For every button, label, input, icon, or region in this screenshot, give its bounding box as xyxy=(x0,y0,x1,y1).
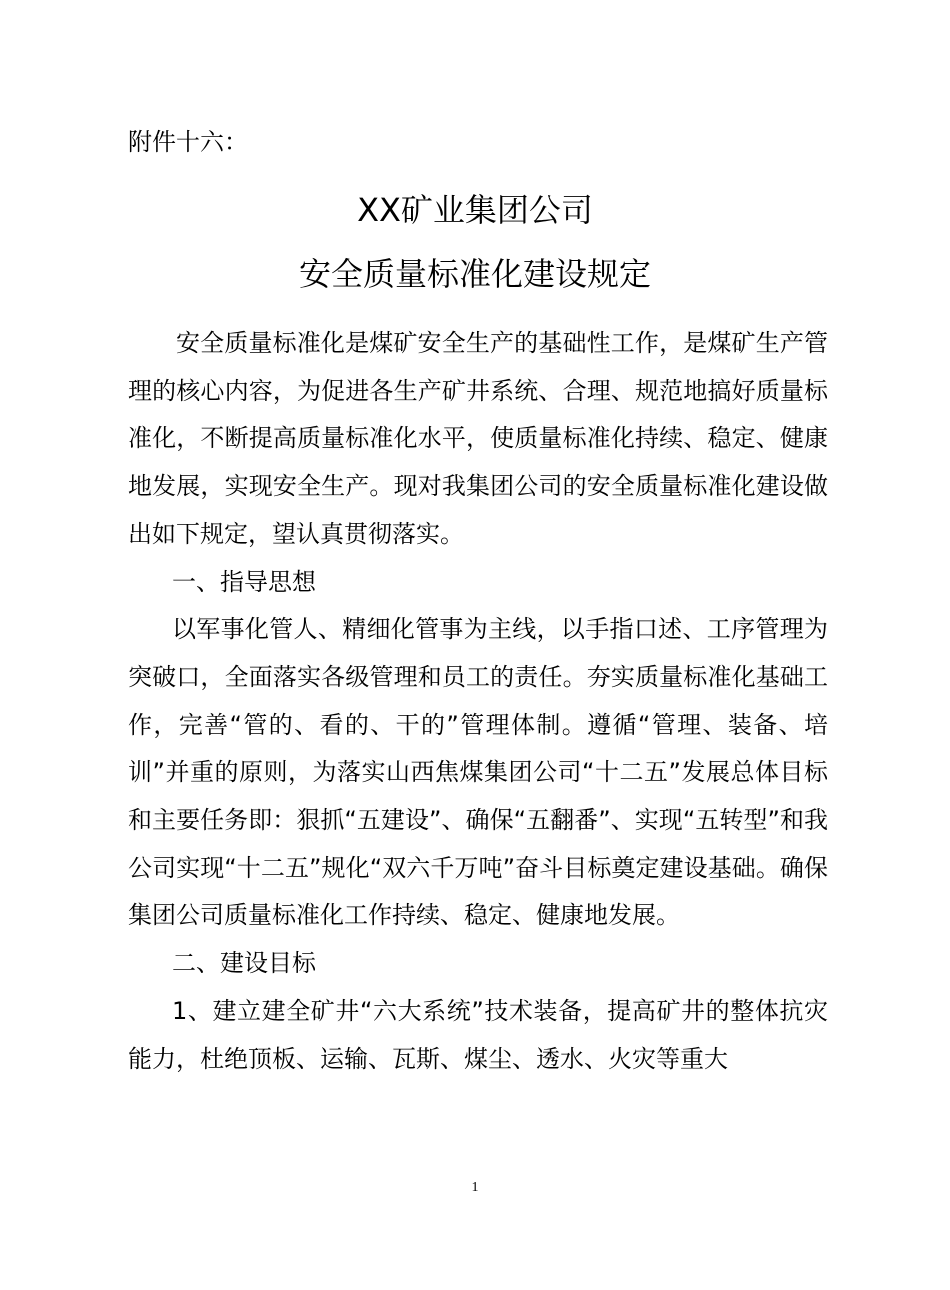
section-2-item-1: 1、建立建全矿井“六大系统”技术装备，提高矿井的整体抗灾能力，杜绝顶板、运输、瓦斯、煤尘、透水、火灾等重大 xyxy=(128,996,828,1073)
document-title-line-2: 安全质量标准化建设规定 xyxy=(298,255,651,293)
document-body xyxy=(128,320,828,1083)
attachment-label: 附件十六： xyxy=(128,128,248,156)
page-number: 1 xyxy=(471,1180,479,1195)
intro-paragraph: 安全质量标准化是煤矿安全生产的基础性工作，是煤矿生产管理的核心内容，为促进各生产矿井系统、合理、规范地搞好质量标准化，不断提高质量标准化水平，使质量标准化持续、稳定、健康地发展，实现安全生产。现对我集团公司的安全质量标准化建设做出如下规定，望认真贯彻落实。 xyxy=(128,329,828,548)
section-1-heading: 一、指导思想 xyxy=(172,567,316,596)
section-2-heading: 二、建设目标 xyxy=(172,949,316,978)
section-1-paragraph: 以军事化管人、精细化管事为主线，以手指口述、工序管理为突破口，全面落实各级管理和员工的责任。夯实质量标准化基础工作，完善“管的、看的、干的”管理体制。遵循“管理、装备、培训”并重的原则，为落实山西焦煤集团公司“十二五”发展总体目标和主要任务即：狠抓“五建设”、确保“五翻番”、实现“五转型”和我公司实现“十二五”规化“双六千万吨”奋斗目标奠定建设基础。确保集团公司质量标准化工作持续、稳定、健康地发展。 xyxy=(128,615,828,930)
document-title-line-1: XX矿业集团公司 xyxy=(357,191,593,229)
